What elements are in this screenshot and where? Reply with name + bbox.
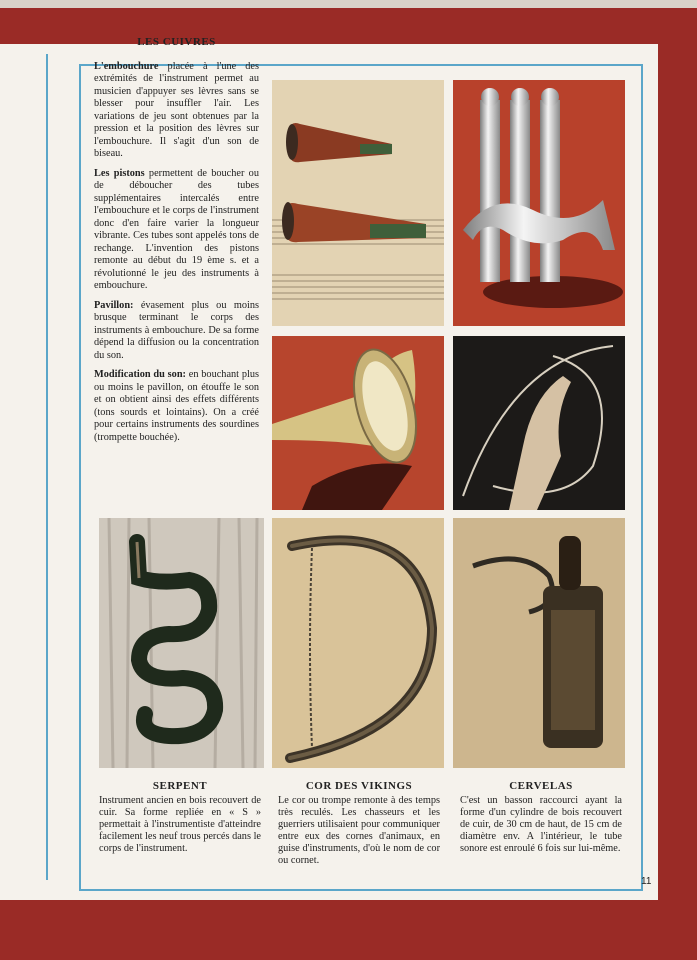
- page-number: 11: [641, 876, 652, 887]
- photo-valves: [453, 80, 625, 326]
- caption-cor-des-vikings: [278, 780, 440, 867]
- paragraph-embouchure: L'embouchure placée à l'une des extrémités de l'instrument permet au musicien d'appuyer ses lèvres sans se blesser pour insuffler l'air. Les variations de jeu sont obtenues par la pression et la position des lèvres sur l'embouchure. Il s'agit d'un son de biseau.: [94, 60, 259, 159]
- previous-page-edge: [0, 54, 48, 880]
- scan-border: [0, 0, 697, 8]
- caption-text: C'est un basson raccourci ayant la forme d'un cylindre de bois recouvert de cuir, de 30 cm de haut, de 15 cm de diamètre env. A l'intérieur, le tube sonore est enroulé 6 fois sur lui-même.: [460, 795, 622, 854]
- photo-viking-horn: [272, 518, 444, 768]
- photo-mouthpieces: [272, 80, 444, 326]
- caption-text: Le cor ou trompe remonte à des temps très reculés. Les chasseurs et les guerriers utilisaient pour communiquer entre eux des cornes d'animaux, en guise d'instruments, d'où le nom de cor ou cornet.: [278, 795, 440, 866]
- caption-title: SERPENT: [152, 780, 208, 792]
- paragraph-pavillon: Pavillon: évasement plus ou moins brusque terminant le corps des instruments à embouchure. De sa forme dépend la diffusion ou la concentration du son.: [94, 299, 259, 361]
- photo-cervelas: [453, 518, 625, 768]
- paragraph-pistons: Les pistons permettent de boucher ou de déboucher des tubes supplémentaires intercalés entre l'embouchure et le corps de l'instrument donc d'en faire varier la longueur vibrante. Ces tubes sont appelés tons de rechange. L'invention des pistons remonte au début du 19 ème s. et a révolutionné le jeu des instruments à embouchure.: [94, 167, 259, 291]
- caption-cervelas: [460, 780, 622, 855]
- paragraph-modification: Modification du son: en bouchant plus ou moins le pavillon, on étouffe le son et on obtient ainsi des effets différents (tons sourds et lointains). On a créé pour certains instruments des sourdines (trompette bouchée).: [94, 369, 259, 443]
- section-title: LES CUIVRES: [137, 36, 216, 48]
- photo-hand-mute: [453, 336, 625, 510]
- caption-title: COR DES VIKINGS: [305, 780, 413, 792]
- photo-serpent: [99, 518, 264, 768]
- text-column: [94, 36, 259, 451]
- caption-title: CERVELAS: [509, 780, 573, 792]
- photo-bell: [272, 336, 444, 510]
- caption-serpent: [99, 780, 261, 855]
- caption-text: Instrument ancien en bois recouvert de cuir. Sa forme repliée en « S » permettait à l'instrumentiste d'atteindre facilement les neuf trous percés dans le corps de l'instrument.: [99, 795, 261, 854]
